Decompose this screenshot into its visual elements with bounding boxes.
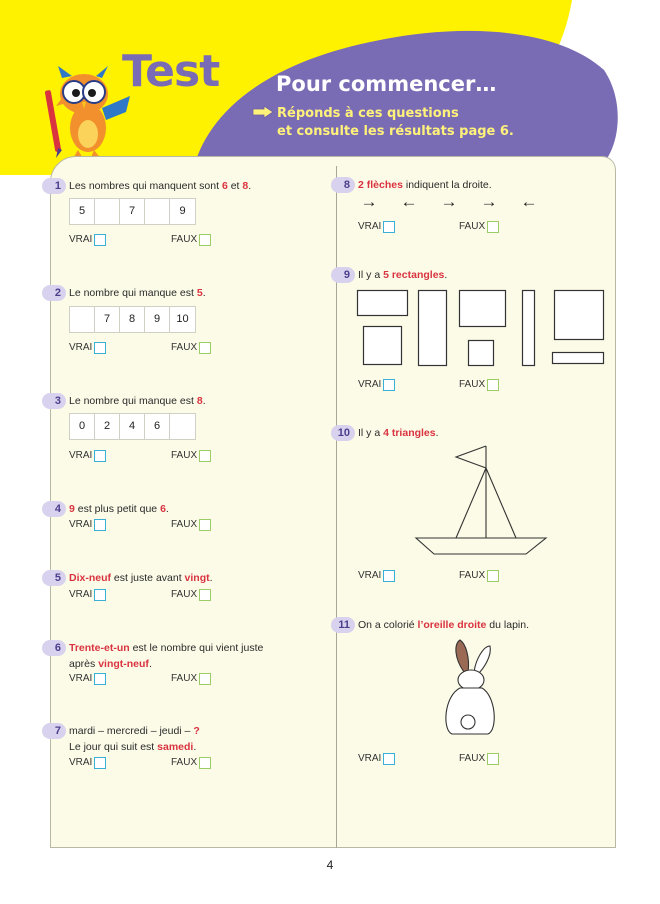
- answer-true-4[interactable]: [69, 518, 106, 532]
- rabbit-ear: [474, 646, 490, 674]
- question-text-6: [69, 640, 263, 672]
- question-line: [358, 425, 439, 441]
- answer-false-8[interactable]: [459, 220, 499, 234]
- question-line: [358, 617, 529, 633]
- true-checkbox[interactable]: [94, 519, 106, 531]
- rectangle-shape: [460, 291, 506, 327]
- answer-false-9[interactable]: [459, 378, 499, 392]
- highlight-text: 2 flèches: [358, 179, 403, 191]
- question-line: [69, 393, 206, 409]
- instruction-line: Réponds à ces questions: [277, 106, 459, 121]
- true-checkbox[interactable]: [94, 450, 106, 462]
- answer-true-2[interactable]: [69, 341, 106, 355]
- question-text-10: [358, 425, 439, 441]
- flag-triangle: [456, 446, 486, 468]
- false-checkbox[interactable]: [199, 450, 211, 462]
- false-label: FAUX: [459, 379, 486, 390]
- arrow-icon: ←: [400, 192, 418, 211]
- page-title: Pour commencer…: [276, 72, 497, 96]
- rectangle-shape: [364, 327, 402, 365]
- question-text-part: est le nombre qui vient juste: [129, 642, 264, 654]
- question-text-11: [358, 617, 529, 633]
- question-text-part: .: [435, 427, 439, 439]
- highlight-text: 8: [196, 395, 203, 407]
- false-label: FAUX: [459, 753, 486, 764]
- arrow-row: [358, 192, 540, 212]
- number-cell: 2: [95, 414, 120, 439]
- true-checkbox[interactable]: [94, 589, 106, 601]
- highlight-text: vingt: [184, 572, 210, 584]
- number-cell: 9: [145, 307, 170, 332]
- true-checkbox[interactable]: [94, 342, 106, 354]
- answer-true-5[interactable]: [69, 588, 106, 602]
- rabbit-ear-colored: [456, 640, 469, 672]
- question-text-8: [358, 177, 492, 193]
- false-checkbox[interactable]: [487, 570, 499, 582]
- question-number-6: 6: [42, 640, 66, 656]
- false-label: FAUX: [171, 757, 198, 768]
- answer-false-1[interactable]: [171, 233, 211, 247]
- question-text-3: [69, 393, 206, 409]
- question-number-8: 8: [331, 177, 355, 193]
- question-text-part: .: [202, 287, 206, 299]
- highlight-text: 9: [69, 503, 75, 515]
- question-text-part: du lapin.: [486, 619, 530, 631]
- rectangle-shape: [553, 353, 604, 364]
- question-text-part: Il y a: [358, 269, 384, 281]
- true-checkbox[interactable]: [94, 234, 106, 246]
- highlight-text: samedi: [157, 741, 194, 753]
- answer-false-5[interactable]: [171, 588, 211, 602]
- sail-triangle: [456, 468, 486, 538]
- question-line: [69, 739, 200, 755]
- true-label: VRAI: [69, 234, 93, 245]
- question-line: [69, 178, 251, 194]
- question-text-9: [358, 267, 447, 283]
- false-checkbox[interactable]: [199, 342, 211, 354]
- answer-false-3[interactable]: [171, 449, 211, 463]
- question-line: [69, 285, 206, 301]
- answer-true-10[interactable]: [358, 569, 395, 583]
- false-label: FAUX: [459, 221, 486, 232]
- number-sequence-1: [69, 198, 196, 225]
- rectangle-shape: [469, 341, 494, 366]
- false-checkbox[interactable]: [487, 379, 499, 391]
- false-label: FAUX: [459, 570, 486, 581]
- question-line: [69, 640, 263, 656]
- arrow-icon: →: [480, 192, 498, 211]
- true-label: VRAI: [358, 379, 382, 390]
- question-text-part: .: [148, 658, 152, 670]
- number-cell: 7: [120, 199, 145, 224]
- question-line: [69, 723, 200, 739]
- false-label: FAUX: [171, 234, 198, 245]
- question-text-part: est juste avant: [111, 572, 185, 584]
- question-text-part: .: [193, 741, 197, 753]
- question-line: [69, 656, 263, 672]
- false-checkbox[interactable]: [199, 589, 211, 601]
- true-checkbox[interactable]: [383, 221, 395, 233]
- true-label: VRAI: [358, 570, 382, 581]
- number-cell: 7: [95, 307, 120, 332]
- question-text-part: Les nombres qui manquent sont: [69, 180, 222, 192]
- question-number-2: 2: [42, 285, 66, 301]
- answer-true-11[interactable]: [358, 752, 395, 766]
- false-checkbox[interactable]: [199, 757, 211, 769]
- question-text-4: [69, 501, 169, 517]
- empty-cell[interactable]: [70, 307, 95, 332]
- true-label: VRAI: [69, 589, 93, 600]
- true-checkbox[interactable]: [94, 757, 106, 769]
- question-text-part: indiquent la droite.: [402, 179, 492, 191]
- number-cell: 0: [70, 414, 95, 439]
- test-badge: Test: [122, 46, 220, 97]
- question-text-part: et: [227, 180, 243, 192]
- arrow-icon: →: [360, 192, 378, 211]
- question-text-part: .: [248, 180, 252, 192]
- question-number-7: 7: [42, 723, 66, 739]
- rectangle-shape: [555, 291, 604, 340]
- answer-true-1[interactable]: [69, 233, 106, 247]
- question-text-part: Il y a: [358, 427, 384, 439]
- question-text-7: [69, 723, 200, 755]
- true-label: VRAI: [69, 342, 93, 353]
- question-text-part: Le jour qui suit est: [69, 741, 158, 753]
- question-line: [69, 501, 169, 517]
- page-number: 4: [326, 858, 334, 872]
- question-number-4: 4: [42, 501, 66, 517]
- answer-true-7[interactable]: [69, 756, 106, 770]
- question-number-5: 5: [42, 570, 66, 586]
- true-checkbox[interactable]: [383, 570, 395, 582]
- rectangles-figure: [356, 288, 606, 368]
- question-text-2: [69, 285, 206, 301]
- rectangle-shape: [419, 291, 447, 366]
- rabbit-tail: [461, 715, 475, 729]
- number-cell: 6: [145, 414, 170, 439]
- false-label: FAUX: [171, 673, 198, 684]
- question-text-part: après: [69, 658, 99, 670]
- answer-false-2[interactable]: [171, 341, 211, 355]
- true-label: VRAI: [358, 221, 382, 232]
- arrow-icon: →: [440, 192, 458, 211]
- instructions: [277, 105, 514, 141]
- question-text-part: On a colorié: [358, 619, 418, 631]
- true-checkbox[interactable]: [383, 753, 395, 765]
- highlight-text: 4 triangles: [383, 427, 436, 439]
- arrow-icon: ←: [520, 192, 538, 211]
- number-cell: 5: [70, 199, 95, 224]
- number-cell: 10: [176, 313, 189, 325]
- boat-hull: [416, 538, 546, 554]
- false-checkbox[interactable]: [199, 519, 211, 531]
- highlight-text: 6: [160, 503, 166, 515]
- false-label: FAUX: [171, 342, 198, 353]
- true-label: VRAI: [69, 673, 93, 684]
- instruction-line: et consulte les résultats page 6.: [277, 124, 514, 139]
- question-text-1: [69, 178, 251, 194]
- question-number-3: 3: [42, 393, 66, 409]
- highlight-text: vingt-neuf: [98, 658, 149, 670]
- question-number-10: 10: [331, 425, 355, 441]
- number-cell: 4: [120, 414, 145, 439]
- true-checkbox[interactable]: [94, 673, 106, 685]
- question-line: [69, 570, 213, 586]
- question-line: [358, 267, 447, 283]
- false-label: FAUX: [171, 450, 198, 461]
- question-text-5: [69, 570, 213, 586]
- number-sequence-3: [69, 413, 196, 440]
- answer-true-8[interactable]: [358, 220, 395, 234]
- number-cell: 9: [179, 205, 186, 217]
- question-text-part: .: [165, 503, 169, 515]
- sail-triangle: [486, 468, 516, 538]
- question-text-part: est plus petit que: [74, 503, 161, 515]
- question-text-part: mardi – mercredi – jeudi –: [69, 725, 194, 737]
- answer-false-11[interactable]: [459, 752, 499, 766]
- answer-true-6[interactable]: [69, 672, 106, 686]
- rectangle-shape: [358, 291, 408, 316]
- highlight-text: ?: [193, 725, 200, 737]
- number-cell: 8: [120, 307, 145, 332]
- question-text-part: .: [444, 269, 448, 281]
- sailboat-figure: [412, 440, 552, 560]
- answer-false-7[interactable]: [171, 756, 211, 770]
- highlight-text: 5: [196, 287, 203, 299]
- question-text-part: Le nombre qui manque est: [69, 395, 197, 407]
- false-checkbox[interactable]: [487, 753, 499, 765]
- arrow-right-icon: [252, 105, 274, 119]
- highlight-text: 6: [221, 180, 228, 192]
- question-number-11: 11: [331, 617, 355, 633]
- answer-false-4[interactable]: [171, 518, 211, 532]
- number-sequence-2: [69, 306, 196, 333]
- highlight-text: Dix-neuf: [69, 572, 111, 584]
- rabbit-figure: [438, 638, 502, 738]
- highlight-text: Trente-et-un: [69, 642, 130, 654]
- rabbit-head: [458, 670, 484, 690]
- true-label: VRAI: [69, 450, 93, 461]
- rectangle-shape: [523, 291, 535, 366]
- highlight-text: l’oreille droite: [417, 619, 487, 631]
- false-label: FAUX: [171, 589, 198, 600]
- highlight-text: 8: [242, 180, 249, 192]
- question-number-1: 1: [42, 178, 66, 194]
- true-label: VRAI: [69, 757, 93, 768]
- true-checkbox[interactable]: [383, 379, 395, 391]
- true-label: VRAI: [69, 519, 93, 530]
- answer-false-10[interactable]: [459, 569, 499, 583]
- question-text-part: Le nombre qui manque est: [69, 287, 197, 299]
- true-label: VRAI: [358, 753, 382, 764]
- question-number-9: 9: [331, 267, 355, 283]
- question-text-part: .: [202, 395, 206, 407]
- question-line: [358, 177, 492, 193]
- empty-cell[interactable]: [95, 199, 120, 224]
- question-text-part: .: [209, 572, 213, 584]
- false-checkbox[interactable]: [199, 673, 211, 685]
- empty-cell[interactable]: [145, 199, 170, 224]
- answer-true-3[interactable]: [69, 449, 106, 463]
- answer-true-9[interactable]: [358, 378, 395, 392]
- empty-cell[interactable]: [170, 414, 195, 439]
- highlight-text: 5 rectangles: [383, 269, 445, 281]
- false-checkbox[interactable]: [487, 221, 499, 233]
- false-checkbox[interactable]: [199, 234, 211, 246]
- answer-false-6[interactable]: [171, 672, 211, 686]
- false-label: FAUX: [171, 519, 198, 530]
